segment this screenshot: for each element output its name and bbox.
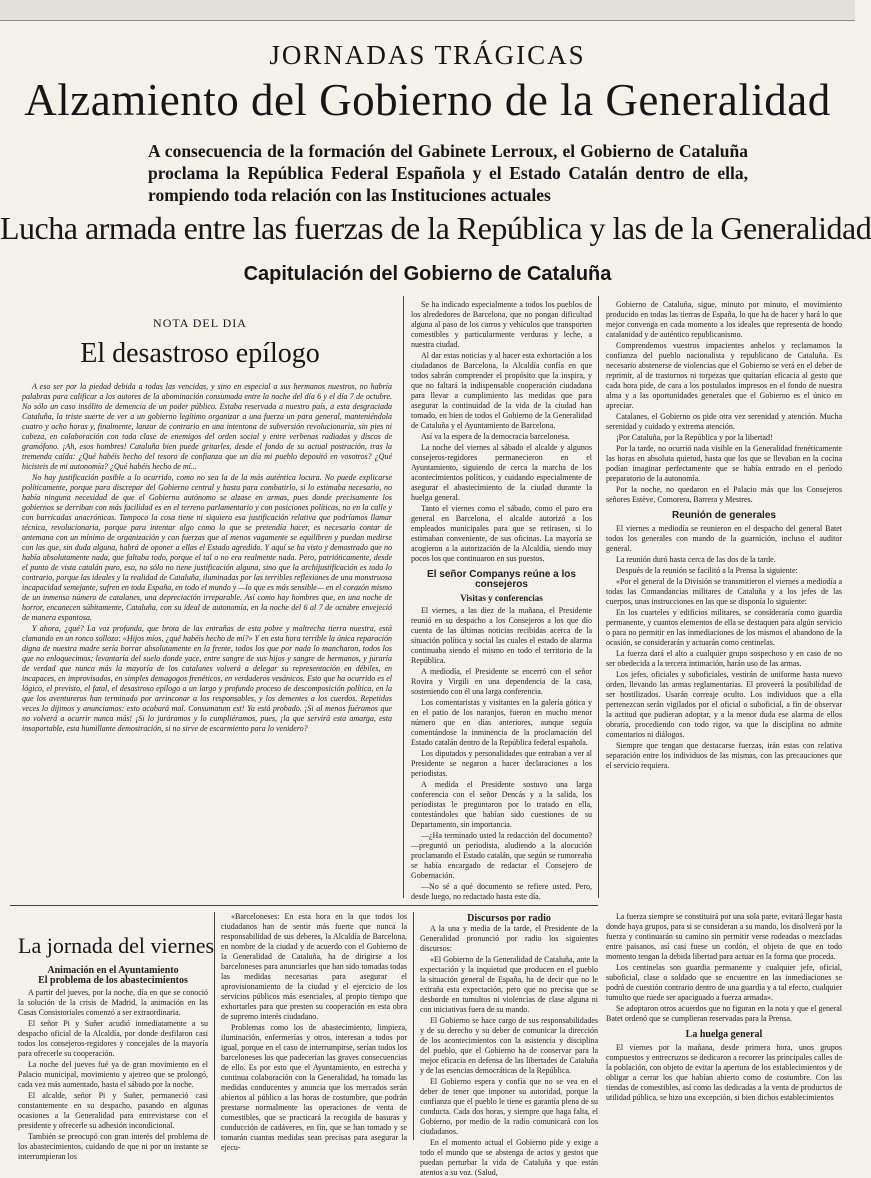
column-paragraph: A partir del jueves, por la noche, día en que se conoció la solución de la crisis de Madrid, la animación en las Casas Consistoriales comenzó a ser extraordinaria.	[18, 988, 208, 1017]
section-heading: Reunión de generales	[672, 510, 776, 521]
column-paragraph: «El Gobierno de la Generalidad de Cataluña, ante la expectación y la inquietud que producen en el pueblo la situación general de España, ha de decir que no le extraña esta expectación, pero que no precisa que se desborde en tumultos ni violencias de clase alguna ni con iniciativas fuera de su mando.	[420, 955, 598, 1014]
column-paragraph: El viernes por la mañana, desde primera hora, unos grupos compuestos y entrecruzos se dedicaron a recorrer las principales calles de la población, con objeto de evitar la apertura de los establecimientos y de obligar a cerrar los que habían abierto como de costumbre. Con las tiendas de comestibles, así como las dedicadas a la venta de productos de utilidad pública, se hizo una excepción, si bien dichos establecimientos	[606, 1043, 842, 1102]
section-subheading: Visitas y conferencias	[460, 593, 543, 603]
column-paragraph: El alcalde, señor Pi y Suñer, permaneció casi constantemente en su despacho, pasando en algunas ocasiones a la Generalidad para entrevistarse con el presidente y ofrecerle su adhesión incondicional.	[18, 1091, 208, 1130]
lower-column-3	[420, 912, 598, 1177]
column-paragraph: El señor Pi y Suñer acudió inmediatamente a su despacho oficial de la Alcaldía, por donde desfilaron casi todos los consejeros-regidores y concejales de la mayoría para ofrecerle su cooperación.	[18, 1019, 208, 1058]
column-paragraph: Por la tarde, no ocurrió nada visible en la Generalidad frenéticamente las horas en absoluta quietud, hasta que los que se llevaban en la cocina podían imaginar perfectamente que se había entrado en el período preparatorio de la autonomía.	[606, 444, 842, 483]
column-paragraph: La fuerza siempre se constituirá por una sola parte, evitará llegar hasta donde haya grupos, para si se consideran a su mando, los disolverá por la fuerza y continuarán su camino sin permitir verse rodeadas o mezcladas entre paisanos, así casi fuese un cordón, el objeto de que en todo momento tengan la debida libertad para actuar en la forma que proceda.	[606, 912, 842, 961]
column-rule	[214, 912, 215, 1140]
section-heading: La huelga general	[685, 1029, 763, 1040]
column-2	[411, 300, 592, 901]
column-paragraph: Gobierno de Cataluña, sigue, minuto por minuto, el movimiento producido en todas las tierras de España, lo que ha de hacer y hará lo que mejor convenga en cada momento a los ideales que representa de hondo catalanidad y de auténtico republicanismo.	[606, 300, 842, 339]
second-subheadline: Capitulación del Gobierno de Cataluña	[243, 263, 612, 285]
column-paragraph: —¿Ha terminado usted la redacción del documento? —preguntó un periodista, aludiendo a la alocución proclamando el Estado catalán, que según se rumoreaba se había encargado de redactar el Consejero de Gobernación.	[411, 831, 592, 880]
column-paragraph: A la una y media de la tarde, el Presidente de la Generalidad pronunció por radio los siguientes discursos:	[420, 924, 598, 953]
column-paragraph: La fuerza dará el alto a cualquier grupo sospechoso y en caso de no ser obedecida a la tercera intimación, harán uso de las armas.	[606, 649, 842, 668]
column-paragraph: Por la noche, no quedaron en el Palacio más que los Consejeros señores Estève, Comorera, Barrera y Mestres.	[606, 485, 842, 504]
nota-paragraph: Y ahora, ¿qué? La voz profunda, que brota de las entrañas de esta pobre y maltrecha tierra nuestra, está clamando en un ronco sollozo: «Hijos míos, ¿qué habéis hecho de mí?» Y en esta hora terrible la única reparación digna de nuestra madre sería borrar absolutamente en la frente, todos los que por nada lo mancharon, todos los que no enloquecimos; levantaría del suelo donde yace, entre sangre de sus hijos y sangre de hermanos, y juraría de verdad que nunca más la mayoría de los catalanes volverá a delegar su representación en débiles, en incapaces, en improvisados, en simples demagogos frenéticos, en verdaderos vesánicos. Esto que ha ocurrido es el lógico, el previsto, el fatal, el desastroso epílogo a un largo y profundo proceso de descomposición política, en la que los aventureros han terminado por arrinconar a los responsables, y los dementes a los cuerdos. Repetidas veces lo dijimos y anunciamos: esto acabará mal. Consumatum est! Ya está probado. ¡Si al menos fuéramos que no volverá a ocurrir nunca más! ¡Si lo juráramos y lo cumpliéramos, pues, ¡la que servirá esta amarga, esta insoportable, esta humillante demostración, si no sirve de escarmiento para lo venidero?	[22, 624, 392, 733]
column-paragraph: El viernes, a las diez de la mañana, el Presidente reunió en su despacho a los Consejeros a los que dio cuenta de las últimas noticias recibidas acerca de la situación política y social las cuales el estado de alarma continuaba siendo el mismo en todo el territorio de la República.	[411, 606, 592, 665]
column-paragraph: ¡Por Cataluña, por la República y por la libertad!	[616, 433, 773, 442]
kicker-heading: JORNADAS TRÁGICAS	[269, 40, 586, 70]
top-strip-text	[0, 0, 855, 8]
column-paragraph: La noche del jueves fué ya de gran movimiento en el Palacio municipal, movimiento y ajetreo que se prolongó, cada vez más aumentado, hasta el sábado por la noche.	[18, 1060, 208, 1089]
nota-paragraph: A eso ser por la piedad debida a todas las vencidas, y sino en especial a sus hermanos nuestros, no habría palabras para calificar a los autores de la abominación consumada entre la noche del día 6 y el día 7 de octubre. No sólo un caso insólito de demencia de un poder público. Estaba reservada a nuestro país, a esta desgraciada Cataluña, la triste suerte de ver a un gobierno legítimo organizar a una fuerza un para general, manteniéndola cuatro y ocho horas y, finalmente, lanzar de contrario en una intentona de subversión revolucionaria, sin pies ni cabeza, en colaboración con toda clase de enemigos del orden social y entre verbenas radiadas y discos de gramófono. ¡Ah, esos hombres! Cataluña bien puede gritarles, desde el fondo de su actual postración, tras la tremenda caída: ¿Qué habéis hecho del tesoro de confianza que un día mi pueblo depositó en vosotros? ¿Qué hicisteis de mi autonomía? ¿Qué habéis hecho de mí...	[22, 382, 392, 471]
column-paragraph: Los centinelas son guardia permanente y cualquier jefe, oficial, suboficial, clase o soldado que se encuentre en las inmediaciones se podrá de cuestión contrario dentro de una guardia y a tal efecto, cualquier tumulto que ruede ser apaciguado a fuerza armada».	[606, 963, 842, 1002]
column-paragraph: Catalanes, el Gobierno os pide otra vez serenidad y atención. Mucha serenidad y cuidado y extrema atención.	[606, 412, 842, 431]
column-paragraph: «Barceloneses: En esta hora en la que todos los ciudadanos han de sentir más fuerte que nunca la responsabilidad de sus deberes, la Alcaldía de Barcelona, en nombre de la ciudad y de acuerdo con el Gobierno de la Generalidad de Cataluña, ha de dirigirse a los barceloneses para anunciarles que han sido tomadas todas las medidas necesarias para asegurar el aprovisionamiento de la ciudad y el ejercicio de los servicios públicos más esenciales, al propio tiempo que exhortarles para que presten su cooperación en esta obra de supremo interés ciudadano.	[221, 912, 407, 1021]
column-paragraph: Los jefes, oficiales y suboficiales, vestirán de uniforme hasta nuevo orden, llevando las armas reglamentarias. El proveerá la posibilidad de ser hostilizados. Usarán correaje oculto. Los individuos que a ella pertenezcan serán vigilados por el oficial o suboficial, a fin de observar la actitud que pudieran adoptar, y a la menor duda ese alarma de ellos obraría, procediendo con todo rigor, va que la disciplina no admite comentarios ni diálogos.	[606, 670, 842, 739]
column-paragraph: Siempre que tengan que destacarse fuerzas, irán estas con relativa separación entre los individuos de las mismas, con las precauciones que el servicio requiera.	[606, 741, 842, 770]
section-heading: El problema de los abastecimientos	[38, 975, 188, 986]
nota-label: NOTA DEL DIA	[153, 316, 247, 330]
section-heading: Animación en el Ayuntamiento	[47, 965, 179, 976]
subheadline: A consecuencia de la formación del Gabinete Lerroux, el Gobierno de Cataluña proclama la República Federal Española y el Estado Catalán dentro de ella, rompiendo toda relación con las Instituciones actuales	[148, 141, 748, 205]
column-paragraph: Al dar estas noticias y al hacer esta exhortación a los ciudadanos de Barcelona, la Alcaldía confía en que todos sabrán comprender el propósito que la inspira, y que no faltará la indispensable cooperación ciudadana para llevar a cumplimiento las medidas que para asegurar la continuidad de la vida de la ciudad han tomado, en bien de todos el Gobierno de la Generalidad de Cataluña y el Ayuntamiento de Barcelona.	[411, 351, 592, 430]
nota-body	[22, 382, 392, 890]
column-paragraph: El Gobierno se hace cargo de sus responsabilidades y de su derecho y su deber de comunicar la dirección de los acontecimientos con la asistencia y disciplina del pueblo, que el Gobierno ha de conservar para la mejor eficacia en defensa de las libertades de Cataluña y de las esencias democráticas de la República.	[420, 1016, 598, 1075]
column-paragraph: En los cuarteles y edificios militares, se consideraría como guardia permanente, y cuantos elementos de ella se destaquen para algún servicio o para no permitir en las inmediaciones de los mismos el abandono de la ocasión, se considerarán y actuarán como centinelas.	[606, 608, 842, 647]
top-page-strip	[0, 0, 855, 21]
column-paragraph: También se preocupó con gran interés del problema de los abastecimientos, cuidando de que ni por un instante se interrumpieran los	[18, 1132, 208, 1161]
second-headline: Lucha armada entre las fuerzas de la República y las de la Generalidad	[0, 210, 871, 246]
column-paragraph: El Gobierno espera y confía que no se vea en el deber de tener que imponer su autoridad, porque la confianza que el pueblo le tiene es garantía plena de su conducta. Cada dos horas, y siempre que haga falta, el Gobierno, por medio de la radio comunicará con los ciudadanos.	[420, 1077, 598, 1136]
column-paragraph: A mediodía, el Presidente se encerró con el señor Rovira y Virgili en una dependencia de la casa, sosteniendo con él una larga conferencia.	[411, 667, 592, 696]
section-divider	[10, 905, 598, 906]
column-paragraph: Después de la reunión se facilitó a la Prensa la siguiente:	[616, 566, 798, 575]
column-paragraph: En el momento actual el Gobierno pide y exige a todo el mundo que se abstenga de actos y gestos que puedan perturbar la vida de Cataluña y que están atentos a su voz. (Salud,	[420, 1138, 598, 1177]
column-paragraph: El viernes a mediodía se reunieron en el despacho del general Batet todos los generales con mando de la guarnición, incluso el auditor general.	[606, 524, 842, 553]
column-paragraph: A medida el Presidente sostuvo una larga conferencia con el señor Dencás y a la salida, los periodistas le preguntaron por lo tratado en ella, contestándoles que habían sido cuestiones de su Departamento, sin importancia.	[411, 780, 592, 829]
column-rule	[403, 296, 404, 898]
section-heading: El señor Companys reúne a los consejeros	[427, 569, 576, 590]
column-paragraph: La reunión duró hasta cerca de las dos de la tarde.	[616, 555, 776, 564]
column-paragraph: Se adoptaron otros acuerdos que no figuran en la nota y que el general Batet ordenó que se cumplieran reservadas para la Prensa.	[606, 1004, 842, 1023]
section-heading: Discursos por radio	[467, 913, 551, 924]
nota-title: El desastroso epílogo	[80, 338, 320, 369]
lower-column-4	[606, 912, 842, 1138]
column-rule	[413, 912, 414, 1140]
column-paragraph: —No sé a qué documento se refiere usted. Pero, desde luego, no redactado hasta este día.	[411, 882, 592, 901]
column-3	[606, 300, 842, 905]
lower-column-1	[18, 965, 208, 1161]
nota-paragraph: No hay justificación posible a lo ocurrido, como no sea la de la más auténtica locura. No puede explicarse políticamente, porque para discrepar del Gobierno central y hasta para combatirlo, si lo estimaba necesario, no había ninguna necesidad de que el Gobierno autónomo se alzase en armas, pues donde precisamente los gobiernos se derriban con más facilidad es en el terreno parlamentario y con posiciones políticas, no en la calle y con barricadas anacrónicas. Tampoco la cosa tiene ni siquiera esa justificación relativa que podríamos llamar técnica, revolucionaria, porque para intentar algo como lo que se pretendía hacer, es necesario contar de antemano con un mínimo de organización y con fuerzas que al menos vagamente se equilibren y puedan medirse con las que, sin duda alguna, habrá de oponer a ellas el Estado agredido. Y aquí se ha visto y demostrado que no había absolutamente nada, que faltaba todo, porque el tal o no era realmente nada. Pero, patrióticamente, desde el punto de vista catalán puro, eso, no sólo no tiene justificación alguna, sino que la archijustificación es todo lo contrario, porque las ideales y la realidad de Cataluña, iluminadas por las terribles reflexiones de una monstruosa incapacidad semejante, sufren en toda España, en todo el mundo y —lo que es más sensible— en el corazón mismo de un inmenso número de catalanes, una depreciación irreparable. Así como hay hombres que, en una noche de horror, encanecen súbitamente, Cataluña, con su ideal de autonomía, en la noche del 6 al 7 de octubre envejeció de manera espantosa.	[22, 473, 392, 622]
lower-title: La jornada del viernes	[18, 933, 215, 958]
column-paragraph: Problemas como los de abastecimiento, limpieza, iluminación, enfermerías y otros, interesan a todos por igual, porque en el caso de interrumpirse, serían todos los barceloneses los que padecerían las graves consecuencias de ello. Es por esto que el Ayuntamiento, en estrecha y continua colaboración con la Generalidad, ha tomado las medidas conducentes y anuncia que los mercados serán abiertos al público a las horas de costumbre, que podrán prestarse normalmente las operaciones de venta de comestibles, que se practicará la recogida de basuras y conducción de cadáveres, en fin, que se han tomado y se tomarán cuantas medidas sean precisas para asegurar la ejecu-	[221, 1023, 407, 1152]
lower-column-2	[221, 912, 407, 1152]
column-paragraph: La noche del viernes al sábado el alcalde y algunos consejeros-regidores permanecieron en el Ayuntamiento, siguiendo de cerca la marcha de los acontecimientos políticos, y cuidando especialmente de asegurar el abastecimiento de la ciudad durante la huelga general.	[411, 443, 592, 502]
column-paragraph: Se ha indicado especialmente a todos los pueblos de los alrededores de Barcelona, que no pongan dificultad alguna al paso de los carros y vehículos que transporten comestibles y particularmente verduras y leche, a nuestra ciudad.	[411, 300, 592, 349]
column-paragraph: Los comentaristas y visitantes en la galería gótica y en el patio de los naranjos, fueron en mucho menor número que en días anteriores, aunque seguía comentándose la inminencia de la proclamación del Estado catalán dentro de la República federal española.	[411, 698, 592, 747]
column-paragraph: Así va la espera de la democracia barcelonesa.	[421, 432, 570, 441]
column-paragraph: Tanto el viernes como el sábado, como el paro era general en Barcelona, el alcalde autorizó a los empleados municipales para que se retirasen, si lo estimaban conveniente, de sus oficinas. La mayoría se acogieron a la autorización de la Alcaldía, siendo muy pocos los que continuaron en sus puestos.	[411, 504, 592, 563]
column-paragraph: Los diputados y personalidades que entraban a ver al Presidente se negaron a hacer declaraciones a los periodistas.	[411, 749, 592, 778]
main-headline: Alzamiento del Gobierno de la Generalidad	[24, 75, 831, 125]
column-paragraph: Comprendemos vuestros impacientes anhelos y reclamamos la confianza del pueblo nacionalista y republicano de Cataluña. Es necesario abstenerse de violencias que el Gobierno se verá en el deber de reprimir, al de trastornos ni torpezas que quitarían eficacia al gesto que cada hora pide, de cara a los postulados impresos en el fondo de nuestra alma y a las oportunidades generales que el Gobierno es el único en apreciar.	[606, 341, 842, 410]
column-rule	[598, 296, 599, 898]
column-paragraph: «Por el general de la División se transmitieron el viernes a mediodía a todas las Comandancias militares de Cataluña y a los jefes de las cuerpos, unas instrucciones en las que se disponía lo siguiente:	[606, 577, 842, 606]
